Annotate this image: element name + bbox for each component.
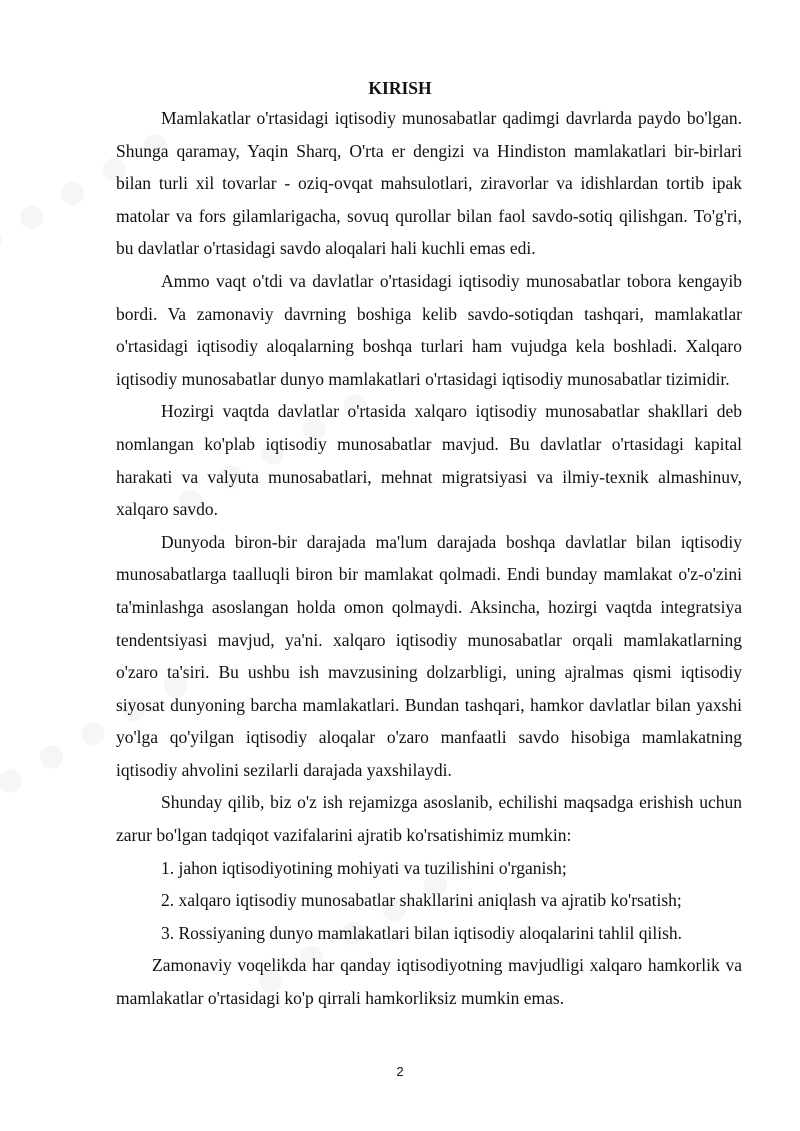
list-item: 2. xalqaro iqtisodiy munosabatlar shakllarini aniqlash va ajratib ko'rsatish; <box>161 890 682 911</box>
paragraph: Ammo vaqt o'tdi va davlatlar o'rtasidagi iqtisodiy munosabatlar tobora kengayib bordi. Va zamonaviy davrning boshiga kelib savdo-sotiqdan tashqari, mamlakatlar o'rtasidagi iqtisodiy aloqalarning boshqa turlari ham vujudga kela boshladi. Xalqaro iqtisodiy munosabatlar dunyo mamlakatlari o'rtasidagi iqtisodiy munosabatlar tizimidir. <box>116 270 742 389</box>
document-body <box>116 102 742 1015</box>
paragraph: Dunyoda biron-bir darajada ma'lum darajada boshqa davlatlar bilan iqtisodiy munosabatlarga taalluqli biron bir mamlakat qolmadi. Endi bunday mamlakat o'z-o'zini ta'minlashga asoslangan holda omon qolmaydi. Aksincha, hozirgi vaqtda integratsiya tendentsiyasi mavjud, ya'ni. xalqaro iqtisodiy munosabatlar orqali mamlakatlarning o'zaro ta'siri. Bu ushbu ish mavzusining dolzarbligi, uning ajralmas qismi iqtisodiy siyosat dunyoning barcha mamlakatlari. Bundan tashqari, hamkor davlatlar bilan yaxshi yo'lga qo'yilgan iqtisodiy aloqalar o'zaro manfaatli savdo hisobiga mamlakatning iqtisodiy ahvolini sezilarli darajada yaxshilaydi. <box>116 531 742 780</box>
paragraph: Shunday qilib, biz o'z ish rejamizga asoslanib, echilishi maqsadga erishish uchun zarur bo'lgan tadqiqot vazifalarini ajratib ko'rsatishimiz mumkin: <box>116 792 742 846</box>
paragraph: Hozirgi vaqtda davlatlar o'rtasida xalqaro iqtisodiy munosabatlar shakllari deb nomlangan ko'plab iqtisodiy munosabatlar mavjud. Bu davlatlar o'rtasidagi kapital harakati va valyuta munosabatlari, mehnat migratsiyasi va ilmiy-texnik almashinuv, xalqaro savdo. <box>116 401 742 520</box>
section-title: KIRISH <box>368 78 432 98</box>
list-item: 3. Rossiyaning dunyo mamlakatlari bilan iqtisodiy aloqalarini tahlil qilish. <box>161 922 683 943</box>
paragraph: Zamonaviy voqelikda har qanday iqtisodiyotning mavjudligi xalqaro hamkorlik va mamlakatlar o'rtasidagi ko'p qirrali hamkorliksiz mumkin emas. <box>116 955 742 1009</box>
list-item: 1. jahon iqtisodiyotining mohiyati va tuzilishini o'rganish; <box>161 857 567 878</box>
page-number: 2 <box>396 1064 404 1079</box>
paragraph: Mamlakatlar o'rtasidagi iqtisodiy munosabatlar qadimgi davrlarda paydo bo'lgan. Shunga qaramay, Yaqin Sharq, O'rta er dengizi va Hindiston mamlakatlari bir-birlari bilan turli xil tovarlar - oziq-ovqat mahsulotlari, ziravorlar va idishlardan tortib ipak matolar va fors gilamlarigacha, sovuq qurollar bilan faol savdo-sotiq qilishgan. To'g'ri, bu davlatlar o'rtasidagi savdo aloqalari hali kuchli emas edi. <box>116 108 742 259</box>
